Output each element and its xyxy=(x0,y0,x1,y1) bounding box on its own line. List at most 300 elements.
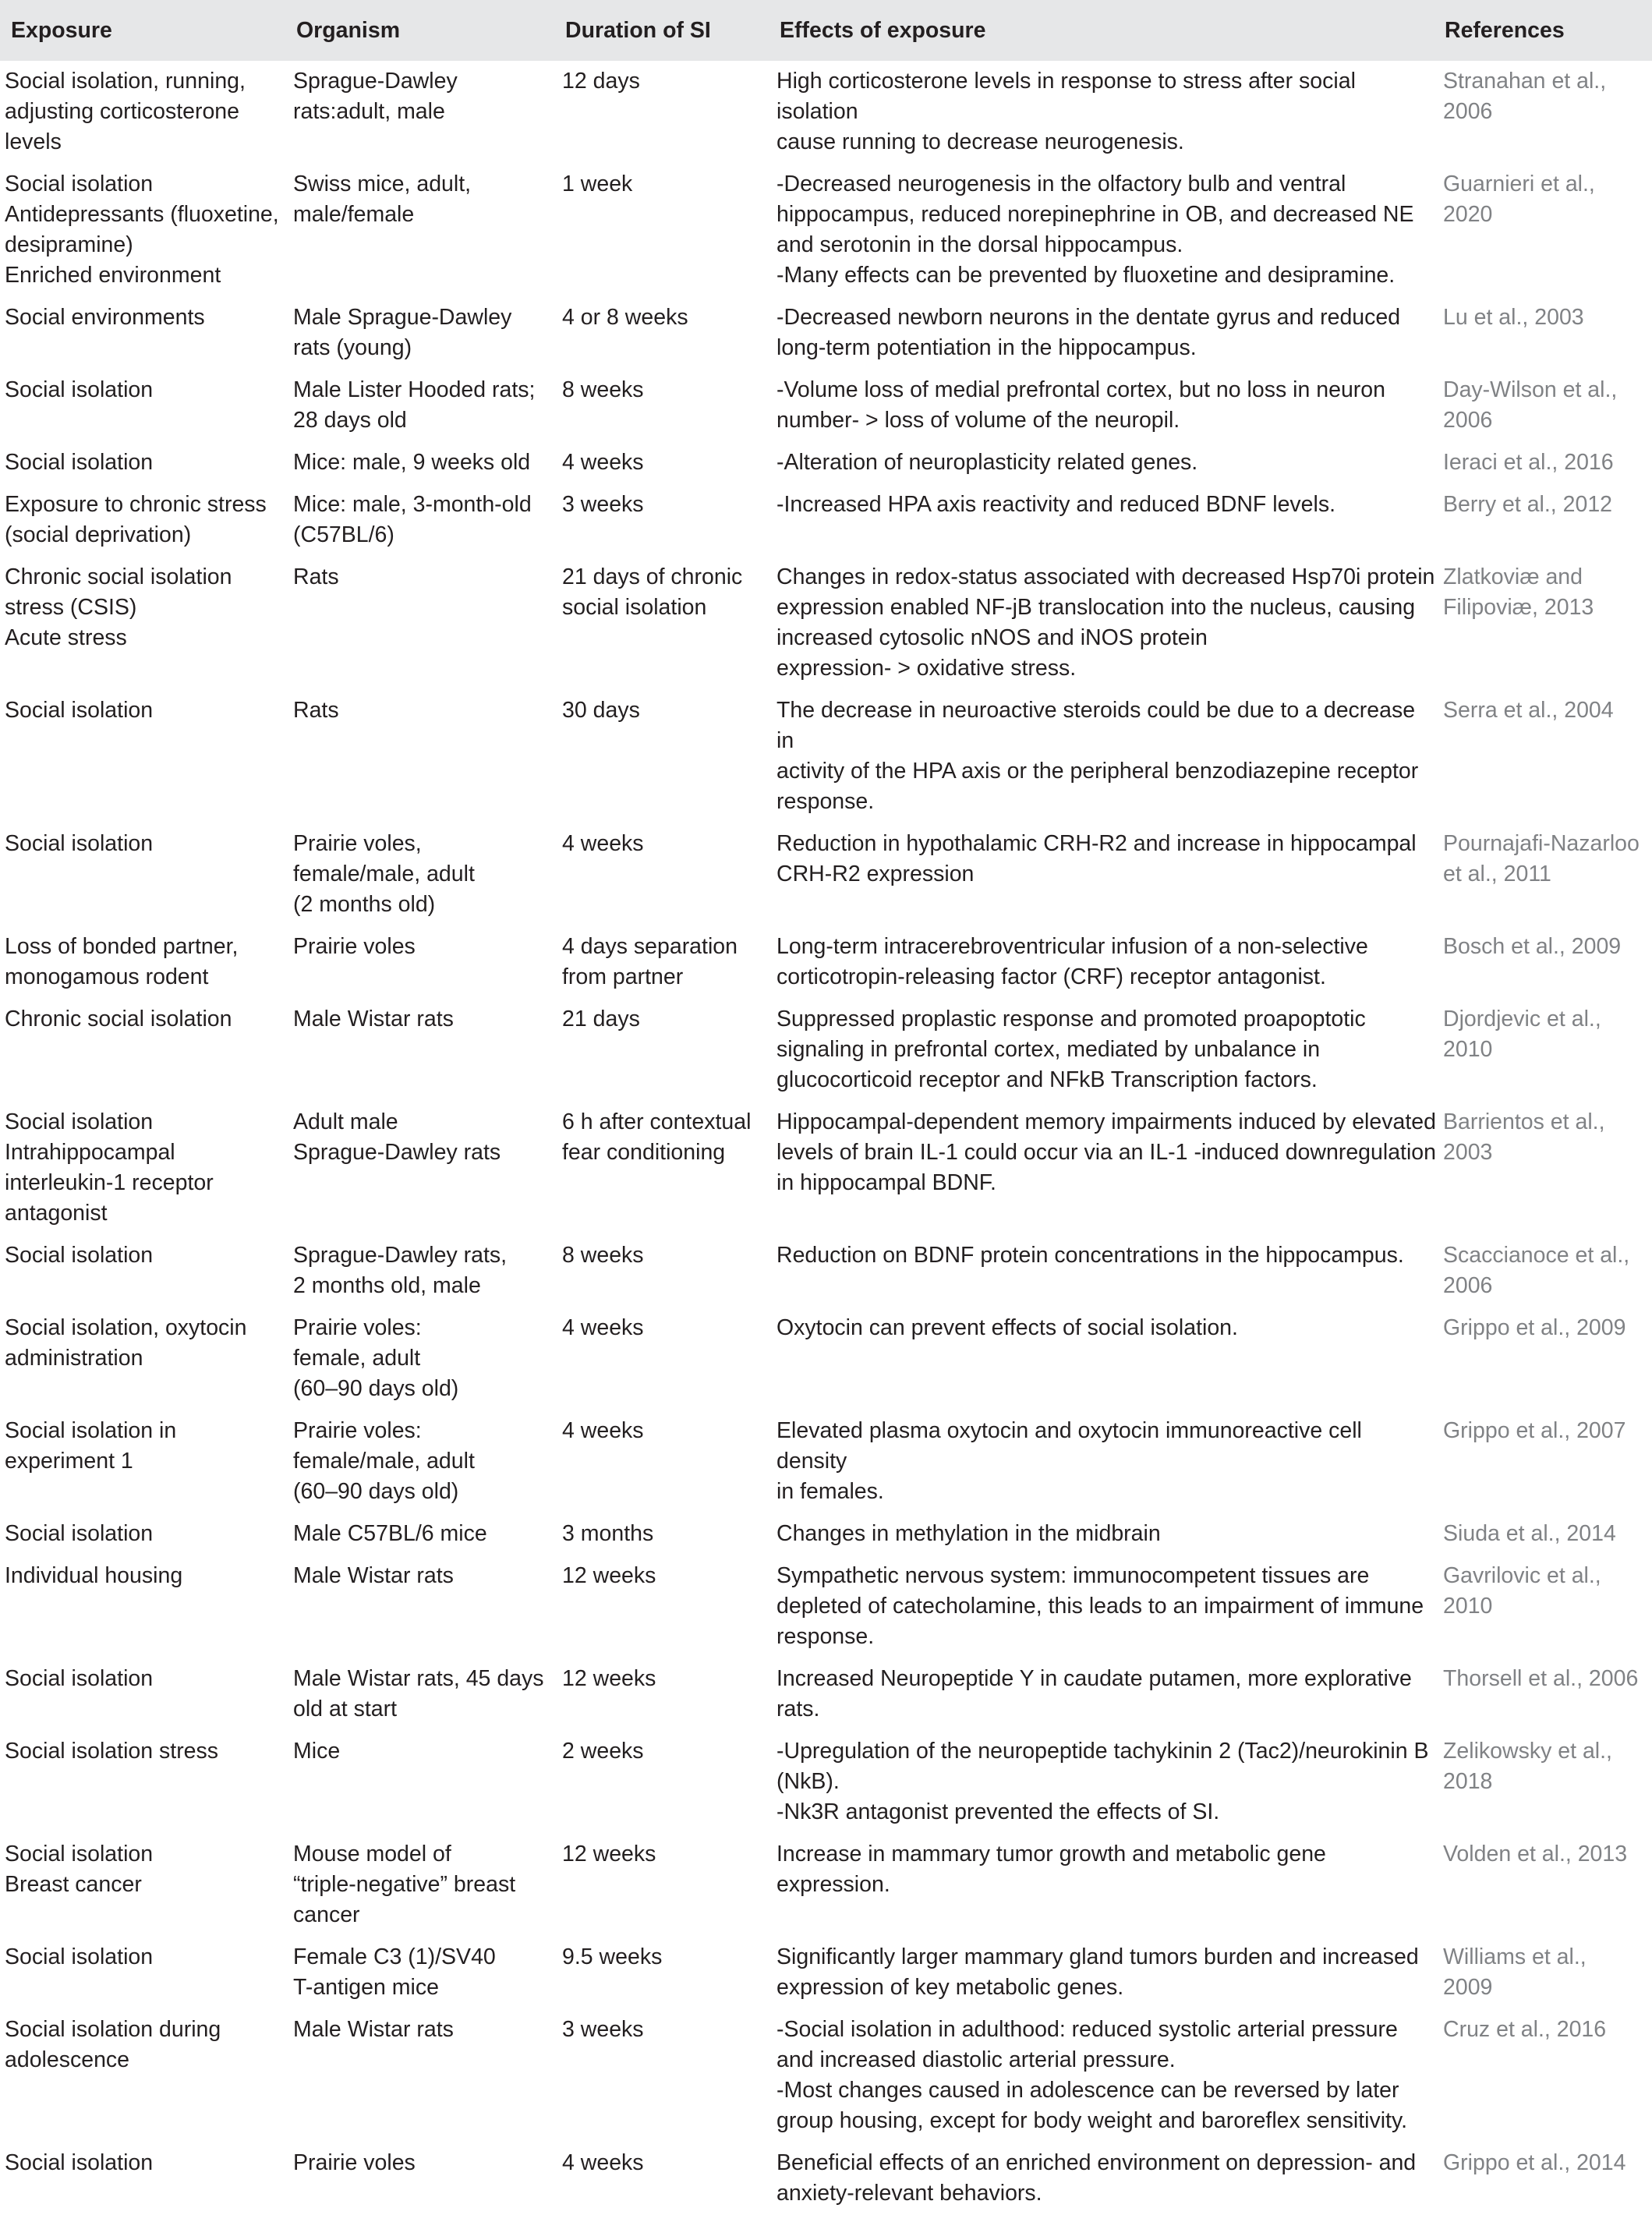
reference-cell-line: 2006 xyxy=(1443,408,1493,433)
organism-cell xyxy=(288,823,557,926)
effects-cell-line: -Most changes caused in adolescence can be reversed by later xyxy=(776,2078,1399,2103)
reference-cell xyxy=(1437,164,1652,297)
effects-cell xyxy=(772,1658,1437,1731)
exposure-cell-line: adjusting corticosterone xyxy=(5,99,240,124)
table-row xyxy=(0,1555,1652,1658)
effects-cell-line: levels of brain IL-1 could occur via an IL-1 -induced downregulation xyxy=(776,1140,1436,1165)
exposure-cell-line: Social isolation xyxy=(5,831,154,856)
exposure-cell-line: Antidepressants (fluoxetine, xyxy=(5,202,279,227)
effects-cell-line: -Social isolation in adulthood: reduced systolic arterial pressure xyxy=(776,2017,1398,2042)
organism-cell-line: Sprague-Dawley rats, xyxy=(293,1243,508,1268)
effects-cell xyxy=(772,2009,1437,2142)
organism-cell xyxy=(288,1834,557,1937)
duration-cell xyxy=(557,2009,772,2142)
reference-cell-line: 2009 xyxy=(1443,1975,1493,2000)
reference-cell-line: Filipoviæ, 2013 xyxy=(1443,595,1594,620)
duration-cell xyxy=(557,1658,772,1731)
reference-cell-line: Pournajafi-Nazarloo xyxy=(1443,831,1640,856)
table-row xyxy=(0,1235,1652,1307)
exposure-cell xyxy=(0,442,288,484)
table-row xyxy=(0,1658,1652,1731)
exposure-cell xyxy=(0,690,288,823)
duration-cell-line: 12 weeks xyxy=(562,1563,656,1588)
effects-cell xyxy=(772,1307,1437,1410)
duration-cell-line: 3 months xyxy=(562,1521,654,1546)
table-row xyxy=(0,1102,1652,1235)
effects-cell-line: -Increased HPA axis reactivity and reduced BDNF levels. xyxy=(776,492,1336,517)
duration-cell xyxy=(557,1410,772,1513)
table-header xyxy=(0,0,1652,61)
organism-cell xyxy=(288,164,557,297)
exposure-cell-line: Social isolation xyxy=(5,1842,154,1866)
reference-cell xyxy=(1437,1937,1652,2009)
exposure-cell xyxy=(0,1410,288,1513)
reference-cell-line: 2010 xyxy=(1443,1594,1493,1619)
reference-cell-line: Serra et al., 2004 xyxy=(1443,698,1614,723)
column-header-effects: Effects of exposure xyxy=(780,17,986,43)
effects-cell-line: activity of the HPA axis or the peripheral benzodiazepine receptor xyxy=(776,759,1419,784)
organism-cell-line: Mice: male, 3-month-old xyxy=(293,492,532,517)
reference-cell xyxy=(1437,823,1652,926)
table-body xyxy=(0,61,1652,2215)
exposure-cell xyxy=(0,61,288,164)
exposure-cell xyxy=(0,297,288,370)
exposure-cell-line: Social isolation in xyxy=(5,1418,177,1443)
effects-cell xyxy=(772,370,1437,442)
exposure-cell-line: Social isolation, running, xyxy=(5,69,246,94)
organism-cell-line: “triple-negative” breast xyxy=(293,1872,516,1897)
organism-cell-line: Prairie voles xyxy=(293,2150,416,2175)
reference-cell-line: Ieraci et al., 2016 xyxy=(1443,450,1614,475)
effects-cell-line: High corticosterone levels in response to stress after social isolation xyxy=(776,69,1356,124)
exposure-cell-line: monogamous rodent xyxy=(5,964,209,989)
duration-cell-line: 4 weeks xyxy=(562,1315,644,1340)
duration-cell-line: 8 weeks xyxy=(562,1243,644,1268)
effects-cell-line: and serotonin in the dorsal hippocampus. xyxy=(776,232,1183,257)
effects-cell-line: Sympathetic nervous system: immunocompetent tissues are xyxy=(776,1563,1370,1588)
effects-cell-line: and increased diastolic arterial pressure. xyxy=(776,2047,1176,2072)
exposure-cell-line: Loss of bonded partner, xyxy=(5,934,239,959)
organism-cell-line: (C57BL/6) xyxy=(293,522,394,547)
reference-cell-line: Guarnieri et al., xyxy=(1443,172,1595,196)
table-row xyxy=(0,1513,1652,1555)
effects-cell xyxy=(772,1410,1437,1513)
organism-cell-line: Male Wistar rats, 45 days xyxy=(293,1666,544,1691)
reference-cell xyxy=(1437,1834,1652,1937)
exposure-cell xyxy=(0,1658,288,1731)
organism-cell-line: 28 days old xyxy=(293,408,407,433)
exposure-cell xyxy=(0,2009,288,2142)
exposure-cell xyxy=(0,1731,288,1834)
duration-cell xyxy=(557,61,772,164)
table-row xyxy=(0,926,1652,999)
exposure-cell-line: Social isolation xyxy=(5,450,154,475)
effects-cell xyxy=(772,442,1437,484)
exposure-cell-line: administration xyxy=(5,1346,143,1371)
effects-cell-line: expression- > oxidative stress. xyxy=(776,656,1077,681)
exposure-cell-line: Social environments xyxy=(5,305,205,330)
effects-cell-line: glucocorticoid receptor and NFkB Transcription factors. xyxy=(776,1067,1318,1092)
effects-cell-line: Changes in methylation in the midbrain xyxy=(776,1521,1161,1546)
organism-cell-line: Male Wistar rats xyxy=(293,1563,454,1588)
organism-cell-line: female/male, adult xyxy=(293,1449,475,1474)
reference-cell-line: Bosch et al., 2009 xyxy=(1443,934,1622,959)
exposure-cell xyxy=(0,1834,288,1937)
duration-cell xyxy=(557,1235,772,1307)
organism-cell-line: Prairie voles xyxy=(293,934,416,959)
exposure-cell-line: Social isolation xyxy=(5,1944,154,1969)
effects-cell-line: -Many effects can be prevented by fluoxetine and desipramine. xyxy=(776,263,1396,288)
reference-cell xyxy=(1437,1235,1652,1307)
duration-cell-line: 30 days xyxy=(562,698,640,723)
table-row xyxy=(0,442,1652,484)
duration-cell-line: 21 days of chronic xyxy=(562,564,743,589)
reference-cell-line: Siuda et al., 2014 xyxy=(1443,1521,1616,1546)
exposure-cell xyxy=(0,557,288,690)
organism-cell xyxy=(288,1937,557,2009)
effects-cell-line: rats. xyxy=(776,1697,820,1721)
duration-cell xyxy=(557,1834,772,1937)
organism-cell-line: Prairie voles: xyxy=(293,1315,422,1340)
organism-cell xyxy=(288,61,557,164)
effects-cell-line: response. xyxy=(776,1624,875,1649)
effects-cell-line: Changes in redox-status associated with decreased Hsp70i protein xyxy=(776,564,1435,589)
reference-cell xyxy=(1437,1410,1652,1513)
organism-cell xyxy=(288,1410,557,1513)
duration-cell-line: 1 week xyxy=(562,172,633,196)
duration-cell-line: 9.5 weeks xyxy=(562,1944,663,1969)
reference-cell-line: 2006 xyxy=(1443,99,1493,124)
effects-cell xyxy=(772,557,1437,690)
effects-cell-line: anxiety-relevant behaviors. xyxy=(776,2181,1042,2206)
exposure-cell-line: levels xyxy=(5,129,62,154)
effects-cell-line: -Decreased neurogenesis in the olfactory bulb and ventral xyxy=(776,172,1346,196)
organism-cell-line: Prairie voles, xyxy=(293,831,422,856)
reference-cell-line: 2010 xyxy=(1443,1037,1493,1062)
organism-cell-line: Prairie voles: xyxy=(293,1418,422,1443)
table-row xyxy=(0,1834,1652,1937)
organism-cell-line: Adult male xyxy=(293,1109,398,1134)
organism-cell xyxy=(288,2142,557,2215)
exposure-cell-line: Social isolation during xyxy=(5,2017,221,2042)
duration-cell xyxy=(557,557,772,690)
duration-cell-line: 4 weeks xyxy=(562,831,644,856)
exposure-cell-line: Chronic social isolation xyxy=(5,1007,232,1031)
reference-cell-line: Cruz et al., 2016 xyxy=(1443,2017,1607,2042)
organism-cell-line: Male C57BL/6 mice xyxy=(293,1521,487,1546)
duration-cell-line: 12 days xyxy=(562,69,640,94)
duration-cell xyxy=(557,1102,772,1235)
organism-cell-line: Rats xyxy=(293,564,339,589)
organism-cell xyxy=(288,370,557,442)
exposure-cell xyxy=(0,1235,288,1307)
exposure-cell xyxy=(0,1307,288,1410)
exposure-cell-line: interleukin-1 receptor xyxy=(5,1170,214,1195)
exposure-cell xyxy=(0,484,288,557)
reference-cell xyxy=(1437,484,1652,557)
effects-cell-line: -Nk3R antagonist prevented the effects of SI. xyxy=(776,1799,1220,1824)
effects-cell xyxy=(772,999,1437,1102)
exposure-cell xyxy=(0,164,288,297)
duration-cell-line: 4 weeks xyxy=(562,450,644,475)
exposure-cell-line: experiment 1 xyxy=(5,1449,133,1474)
duration-cell-line: 21 days xyxy=(562,1007,640,1031)
duration-cell xyxy=(557,442,772,484)
effects-cell xyxy=(772,1102,1437,1235)
effects-cell xyxy=(772,823,1437,926)
duration-cell-line: 12 weeks xyxy=(562,1666,656,1691)
reference-cell-line: et al., 2011 xyxy=(1443,862,1551,886)
effects-cell-line: number- > loss of volume of the neuropil. xyxy=(776,408,1180,433)
organism-cell xyxy=(288,690,557,823)
organism-cell-line: T-antigen mice xyxy=(293,1975,439,2000)
organism-cell-line: cancer xyxy=(293,1902,360,1927)
organism-cell xyxy=(288,2009,557,2142)
duration-cell xyxy=(557,297,772,370)
organism-cell-line: Male Lister Hooded rats; xyxy=(293,377,536,402)
organism-cell-line: rats (young) xyxy=(293,335,412,360)
organism-cell xyxy=(288,1731,557,1834)
reference-cell xyxy=(1437,442,1652,484)
header-row xyxy=(0,0,1652,61)
organism-cell-line: Sprague-Dawley rats xyxy=(293,1140,501,1165)
exposure-cell-line: Breast cancer xyxy=(5,1872,142,1897)
organism-cell-line: rats:adult, male xyxy=(293,99,445,124)
effects-cell-line: response. xyxy=(776,789,875,814)
effects-cell-line: expression enabled NF-jB translocation into the nucleus, causing xyxy=(776,595,1416,620)
reference-cell xyxy=(1437,1731,1652,1834)
effects-cell-line: expression. xyxy=(776,1872,890,1897)
exposure-cell-line: Acute stress xyxy=(5,625,127,650)
reference-cell-line: 2018 xyxy=(1443,1769,1493,1794)
table-row xyxy=(0,164,1652,297)
duration-cell-line: 4 or 8 weeks xyxy=(562,305,688,330)
organism-cell xyxy=(288,297,557,370)
effects-cell-line: Long-term intracerebroventricular infusion of a non-selective xyxy=(776,934,1368,959)
exposure-cell-line: Social isolation xyxy=(5,172,154,196)
column-header-exposure: Exposure xyxy=(11,17,112,43)
reference-cell-line: Grippo et al., 2009 xyxy=(1443,1315,1626,1340)
organism-cell xyxy=(288,926,557,999)
effects-cell-line: Increased Neuropeptide Y in caudate putamen, more explorative xyxy=(776,1666,1412,1691)
reference-cell xyxy=(1437,1307,1652,1410)
reference-cell-line: Gavrilovic et al., xyxy=(1443,1563,1601,1588)
duration-cell-line: 3 weeks xyxy=(562,2017,644,2042)
organism-cell xyxy=(288,557,557,690)
effects-cell-line: long-term potentiation in the hippocampus. xyxy=(776,335,1197,360)
column-header-organism: Organism xyxy=(296,17,401,43)
organism-cell xyxy=(288,1235,557,1307)
duration-cell xyxy=(557,1555,772,1658)
exposure-cell xyxy=(0,1513,288,1555)
effects-cell-line: Reduction on BDNF protein concentrations in the hippocampus. xyxy=(776,1243,1404,1268)
organism-cell-line: Male Wistar rats xyxy=(293,2017,454,2042)
reference-cell-line: 2006 xyxy=(1443,1273,1493,1298)
effects-cell xyxy=(772,61,1437,164)
table-row xyxy=(0,2009,1652,2142)
duration-cell xyxy=(557,690,772,823)
column-header-duration: Duration of SI xyxy=(565,17,711,43)
exposure-cell-line: Exposure to chronic stress xyxy=(5,492,267,517)
reference-cell xyxy=(1437,2009,1652,2142)
reference-cell xyxy=(1437,1658,1652,1731)
effects-cell-line: -Upregulation of the neuropeptide tachykinin 2 (Tac2)/neurokinin B xyxy=(776,1739,1429,1764)
column-header-references: References xyxy=(1445,17,1565,43)
table-row xyxy=(0,1937,1652,2009)
duration-cell xyxy=(557,926,772,999)
exposure-cell-line: Social isolation xyxy=(5,377,154,402)
duration-cell xyxy=(557,999,772,1102)
duration-cell-line: 4 days separation xyxy=(562,934,738,959)
duration-cell xyxy=(557,484,772,557)
exposure-cell-line: antagonist xyxy=(5,1201,108,1226)
reference-cell-line: Zlatkoviæ and xyxy=(1443,564,1583,589)
duration-cell xyxy=(557,1937,772,2009)
exposure-cell-line: Social isolation xyxy=(5,1521,154,1546)
organism-cell-line: (60–90 days old) xyxy=(293,1479,459,1504)
effects-cell xyxy=(772,297,1437,370)
table-row xyxy=(0,1307,1652,1410)
exposure-cell-line: Social isolation xyxy=(5,1243,154,1268)
reference-cell-line: Djordjevic et al., xyxy=(1443,1007,1601,1031)
effects-cell-line: (NkB). xyxy=(776,1769,840,1794)
organism-cell xyxy=(288,1555,557,1658)
exposure-cell-line: (social deprivation) xyxy=(5,522,192,547)
reference-cell xyxy=(1437,61,1652,164)
duration-cell-line: 3 weeks xyxy=(562,492,644,517)
exposure-cell-line: adolescence xyxy=(5,2047,130,2072)
exposure-cell-line: Chronic social isolation xyxy=(5,564,232,589)
reference-cell xyxy=(1437,370,1652,442)
effects-cell-line: Reduction in hypothalamic CRH-R2 and increase in hippocampal xyxy=(776,831,1417,856)
organism-cell-line: Female C3 (1)/SV40 xyxy=(293,1944,496,1969)
effects-cell-line: in hippocampal BDNF. xyxy=(776,1170,996,1195)
organism-cell xyxy=(288,1513,557,1555)
table-row xyxy=(0,1731,1652,1834)
effects-cell xyxy=(772,1235,1437,1307)
exposure-cell-line: Intrahippocampal xyxy=(5,1140,175,1165)
table-row xyxy=(0,297,1652,370)
exposure-cell-line: Social isolation xyxy=(5,2150,154,2175)
reference-cell xyxy=(1437,999,1652,1102)
duration-cell xyxy=(557,1307,772,1410)
duration-cell-line: from partner xyxy=(562,964,684,989)
reference-cell-line: Barrientos et al., xyxy=(1443,1109,1605,1134)
organism-cell-line: Mouse model of xyxy=(293,1842,451,1866)
reference-cell xyxy=(1437,1513,1652,1555)
reference-cell xyxy=(1437,297,1652,370)
exposure-cell xyxy=(0,926,288,999)
table-row xyxy=(0,999,1652,1102)
exposure-cell-line: Social isolation, oxytocin xyxy=(5,1315,247,1340)
reference-cell-line: Lu et al., 2003 xyxy=(1443,305,1584,330)
effects-cell xyxy=(772,1555,1437,1658)
effects-cell-line: Significantly larger mammary gland tumors burden and increased xyxy=(776,1944,1419,1969)
effects-cell-line: corticotropin-releasing factor (CRF) receptor antagonist. xyxy=(776,964,1326,989)
reference-cell-line: Day-Wilson et al., xyxy=(1443,377,1618,402)
effects-cell-line: -Decreased newborn neurons in the dentate gyrus and reduced xyxy=(776,305,1401,330)
table-row xyxy=(0,1410,1652,1513)
table-row xyxy=(0,2142,1652,2215)
effects-cell-line: Elevated plasma oxytocin and oxytocin immunoreactive cell density xyxy=(776,1418,1362,1474)
organism-cell-line: Male Wistar rats xyxy=(293,1007,454,1031)
table-row xyxy=(0,61,1652,164)
table-row xyxy=(0,484,1652,557)
effects-cell-line: Oxytocin can prevent effects of social isolation. xyxy=(776,1315,1238,1340)
exposure-cell-line: Social isolation xyxy=(5,1109,154,1134)
organism-cell-line: Rats xyxy=(293,698,339,723)
exposure-cell xyxy=(0,2142,288,2215)
organism-cell-line: male/female xyxy=(293,202,415,227)
exposure-cell xyxy=(0,1102,288,1235)
effects-cell-line: in females. xyxy=(776,1479,884,1504)
duration-cell-line: 12 weeks xyxy=(562,1842,656,1866)
effects-cell-line: Hippocampal-dependent memory impairments induced by elevated xyxy=(776,1109,1436,1134)
duration-cell-line: 4 weeks xyxy=(562,2150,644,2175)
reference-cell-line: 2003 xyxy=(1443,1140,1493,1165)
table-row xyxy=(0,690,1652,823)
effects-cell-line: cause running to decrease neurogenesis. xyxy=(776,129,1184,154)
organism-cell-line: female, adult xyxy=(293,1346,421,1371)
reference-cell xyxy=(1437,2142,1652,2215)
effects-cell-line: CRH-R2 expression xyxy=(776,862,975,886)
effects-cell xyxy=(772,1731,1437,1834)
exposure-cell xyxy=(0,823,288,926)
reference-cell-line: Scaccianoce et al., xyxy=(1443,1243,1630,1268)
duration-cell-line: 4 weeks xyxy=(562,1418,644,1443)
effects-cell-line: expression of key metabolic genes. xyxy=(776,1975,1124,2000)
effects-cell xyxy=(772,1513,1437,1555)
table-row xyxy=(0,823,1652,926)
organism-cell xyxy=(288,999,557,1102)
effects-cell-line: Beneficial effects of an enriched environment on depression- and xyxy=(776,2150,1417,2175)
duration-cell-line: 8 weeks xyxy=(562,377,644,402)
organism-cell-line: Male Sprague-Dawley xyxy=(293,305,512,330)
reference-cell-line: 2020 xyxy=(1443,202,1493,227)
effects-cell-line: -Volume loss of medial prefrontal cortex, but no loss in neuron xyxy=(776,377,1385,402)
organism-cell-line: female/male, adult xyxy=(293,862,475,886)
duration-cell xyxy=(557,370,772,442)
effects-cell-line: -Alteration of neuroplasticity related genes. xyxy=(776,450,1198,475)
exposure-cell-line: stress (CSIS) xyxy=(5,595,137,620)
exposure-cell xyxy=(0,1555,288,1658)
effects-cell-line: Increase in mammary tumor growth and metabolic gene xyxy=(776,1842,1326,1866)
organism-cell-line: (60–90 days old) xyxy=(293,1376,459,1401)
organism-cell-line: old at start xyxy=(293,1697,398,1721)
exposure-cell-line: desipramine) xyxy=(5,232,133,257)
effects-cell xyxy=(772,164,1437,297)
effects-cell-line: The decrease in neuroactive steroids could be due to a decrease in xyxy=(776,698,1416,753)
duration-cell-line: 2 weeks xyxy=(562,1739,644,1764)
effects-cell-line: signaling in prefrontal cortex, mediated by unbalance in xyxy=(776,1037,1321,1062)
exposure-cell-line: Enriched environment xyxy=(5,263,221,288)
reference-cell-line: Williams et al., xyxy=(1443,1944,1587,1969)
reference-cell xyxy=(1437,926,1652,999)
organism-cell xyxy=(288,1307,557,1410)
effects-cell-line: group housing, except for body weight and baroreflex sensitivity. xyxy=(776,2108,1408,2133)
reference-cell-line: Volden et al., 2013 xyxy=(1443,1842,1628,1866)
reference-cell xyxy=(1437,690,1652,823)
effects-cell xyxy=(772,1834,1437,1937)
effects-cell xyxy=(772,484,1437,557)
organism-cell-line: Sprague-Dawley xyxy=(293,69,458,94)
duration-cell xyxy=(557,823,772,926)
exposure-cell-line: Individual housing xyxy=(5,1563,183,1588)
table-row xyxy=(0,557,1652,690)
organism-cell-line: (2 months old) xyxy=(293,892,436,917)
exposure-cell xyxy=(0,1937,288,2009)
organism-cell-line: 2 months old, male xyxy=(293,1273,481,1298)
